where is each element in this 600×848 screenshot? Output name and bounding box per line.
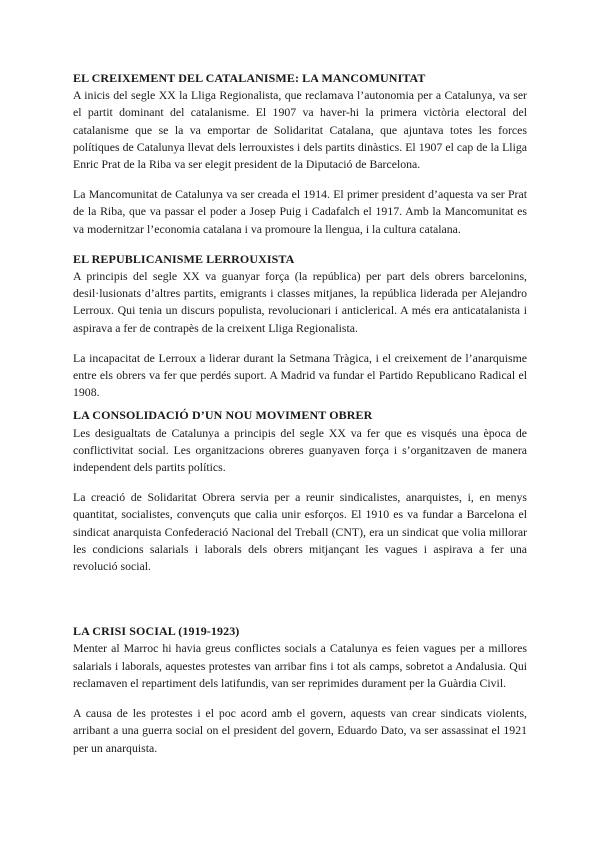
section-moviment-obrer [73, 407, 527, 575]
document-page [73, 70, 527, 757]
section-heading: LA CONSOLIDACIÓ D’UN NOU MOVIMENT OBRER [73, 408, 373, 423]
paragraph: A causa de les protestes i el poc acord amb el govern, aquests van crear sindicats violents, arribant a una guerra social on el president del govern, Eduardo Dato, va ser assassinat el 1921 per un anarquista. [73, 706, 527, 755]
paragraph: A principis del segle XX va guanyar força (la república) per part dels obrers barcelonins, desil·lusionats d’altres partits, emigrants i classes mitjanes, la república liderada per Alejandro Lerroux. Qui tenia un discurs populista, revolucionari i anticlerical. A més era anticatalanista i aspirava a fer de contrapès de la creixent Lliga Regionalista. [73, 269, 527, 335]
section-lerrouxisme [73, 251, 527, 402]
paragraph: Menter al Marroc hi havia greus conflictes socials a Catalunya es feien vagues per a millores salarials i laborals, aquestes protestes van arribar fins i tot als camps, sobretot a Andalusia. Qui reclamaven el repartiment dels latifundis, van ser reprimides durament per la Guàrdia Civil. [73, 641, 527, 690]
paragraph: Les desigualtats de Catalunya a principis del segle XX va fer que es visqués una època de conflictivitat social. Les organitzacions obreres guanyaven força i s’organitzaven de manera independent dels partits polítics. [73, 425, 527, 475]
section-mancomunitat [73, 70, 527, 238]
section-heading: LA CRISI SOCIAL (1919-1923) [73, 624, 240, 639]
paragraph: A inicis del segle XX la Lliga Regionalista, que reclamava l’autonomia per a Catalunya, va ser el partit dominant del catalanisme. El 1907 va haver-hi la primera victòria electoral del catalanisme que se la va emportar de Solidaritat Catalana, que ajuntava totes les forces polítiques de Catalunya llevat dels lerrouxistes i dels partits dinàstics. El 1907 el cap de la Lliga Enric Prat de la Riba va ser elegit president de la Diputació de Barcelona. [73, 88, 527, 172]
section-crisi-social [73, 623, 527, 756]
paragraph: La creació de Solidaritat Obrera servia per a reunir sindicalistes, anarquistes, i, en menys quantitat, socialistes, convençuts que calia unir esforços. El 1910 es va fundar a Barcelona el sindicat anarquista Confederació Nacional del Treball (CNT), era un sindicat que volia millorar les condicions salarials i laborals dels obrers mitjançant les vagues i aspirava a fer una revolució social. [73, 490, 527, 574]
paragraph: La incapacitat de Lerroux a liderar durant la Setmana Tràgica, i el creixement de l’anarquisme entre els obrers va fer que perdés suport. A Madrid va fundar el Partido Republicano Radical el 1908. [73, 350, 527, 400]
paragraph: La Mancomunitat de Catalunya va ser creada el 1914. El primer president d’aquesta va ser Prat de la Riba, que va passar el poder a Josep Puig i Cadafalch el 1917. Amb la Mancomunitat es va modernitzar l’economia catalana i va promoure la llengua, i la cultura catalana. [73, 187, 527, 236]
section-heading: EL CREIXEMENT DEL CATALANISME: LA MANCOMUNITAT [73, 71, 426, 85]
section-heading: EL REPUBLICANISME LERROUXISTA [73, 251, 295, 266]
